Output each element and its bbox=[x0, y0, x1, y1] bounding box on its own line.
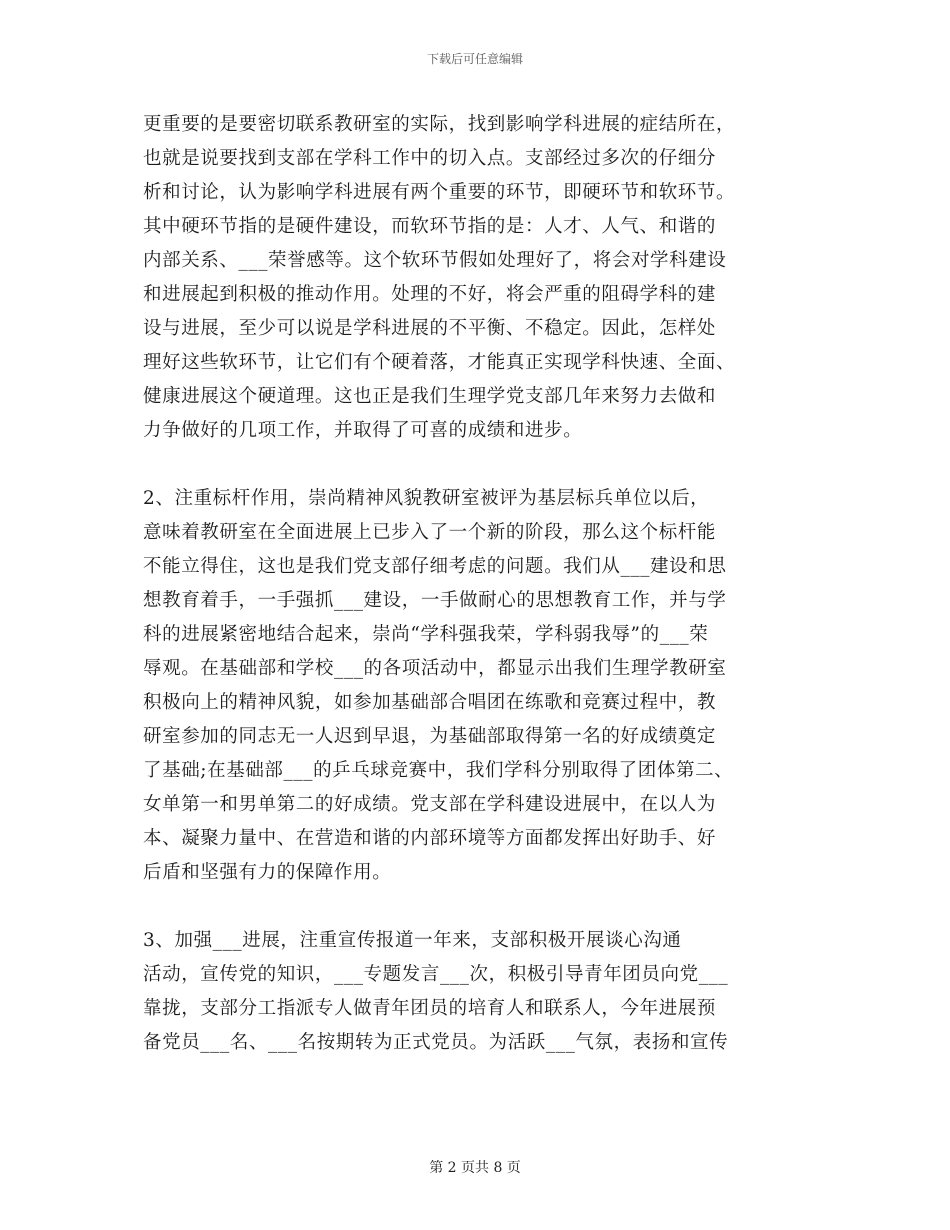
page-header: 下载后可任意编辑 bbox=[426, 52, 523, 66]
paragraph-1-line: 设与进展，至少可以说是学科进展的不平衡、不稳定。因此，怎样处 bbox=[143, 318, 717, 339]
paragraph-1-line: 也就是说要找到支部在学科工作中的切入点。支部经过多次的仔细分 bbox=[143, 148, 717, 169]
paragraph-3-line: 备党员___名、___名按期转为正式党员。为活跃___气氛，表扬和宣传 bbox=[143, 1032, 729, 1053]
paragraph-1-line: 力争做好的几项工作，并取得了可喜的成绩和进步。 bbox=[143, 420, 583, 441]
paragraph-1-line: 和进展起到积极的推动作用。处理的不好，将会严重的阻碍学科的建 bbox=[143, 284, 717, 305]
paragraph-1-line: 析和讨论，认为影响学科进展有两个重要的环节，即硬环节和软环节。 bbox=[143, 182, 736, 203]
paragraph-1-line: 其中硬环节指的是硬件建设，而软环节指的是：人才、人气、和谐的 bbox=[143, 216, 717, 237]
paragraph-2-line: 本、凝聚力量中、在营造和谐的内部环境等方面都发挥出好助手、好 bbox=[143, 828, 717, 849]
paragraph-2-line: 不能立得住，这也是我们党支部仔细考虑的问题。我们从___建设和思 bbox=[143, 556, 727, 577]
paragraph-3-line: 活动，宣传党的知识，___专题发言___次，积极引导青年团员向党___ bbox=[143, 964, 729, 985]
paragraph-2-line: 2、注重标杆作用，崇尚精神风貌教研室被评为基层标兵单位以后， bbox=[143, 488, 710, 509]
paragraph-2-line: 积极向上的精神风貌，如参加基础部合唱团在练歌和竞赛过程中，教 bbox=[143, 692, 717, 713]
paragraph-2-line: 科的进展紧密地结合起来，崇尚“学科强我荣，学科弱我辱”的___荣 bbox=[143, 624, 709, 645]
paragraph-3-line: 靠拢，支部分工指派专人做青年团员的培育人和联系人，今年进展预 bbox=[143, 998, 717, 1019]
paragraph-1-line: 更重要的是要密切联系教研室的实际，找到影响学科进展的症结所在， bbox=[143, 114, 736, 135]
page-number-footer: 第 2 页共 8 页 bbox=[429, 1160, 521, 1176]
paragraph-2-line: 想教育着手，一手强抓___建设，一手做耐心的思想教育工作，并与学 bbox=[143, 590, 727, 611]
paragraph-1-line: 健康进展这个硬道理。这也正是我们生理学党支部几年来努力去做和 bbox=[143, 386, 717, 407]
paragraph-2-line: 辱观。在基础部和学校___的各项活动中，都显示出我们生理学教研室 bbox=[143, 658, 727, 679]
paragraph-3-line: 3、加强___进展，注重宣传报道一年来，支部积极开展谈心沟通 bbox=[143, 930, 682, 951]
paragraph-1-line: 内部关系、___荣誉感等。这个软环节假如处理好了，将会对学科建设 bbox=[143, 250, 727, 271]
paragraph-2-line: 后盾和坚强有力的保障作用。 bbox=[143, 862, 392, 883]
paragraph-2-line: 研室参加的同志无一人迟到早退，为基础部取得第一名的好成绩奠定 bbox=[143, 726, 717, 747]
paragraph-2-line: 意味着教研室在全面进展上已步入了一个新的阶段，那么这个标杆能 bbox=[143, 522, 717, 543]
paragraph-2-line: 了基础;在基础部___的乒乓球竞赛中，我们学科分别取得了团体第二、 bbox=[143, 760, 734, 781]
paragraph-2-line: 女单第一和男单第二的好成绩。党支部在学科建设进展中，在以人为 bbox=[143, 794, 717, 815]
paragraph-1-line: 理好这些软环节，让它们有个硬着落，才能真正实现学科快速、全面、 bbox=[143, 352, 736, 373]
